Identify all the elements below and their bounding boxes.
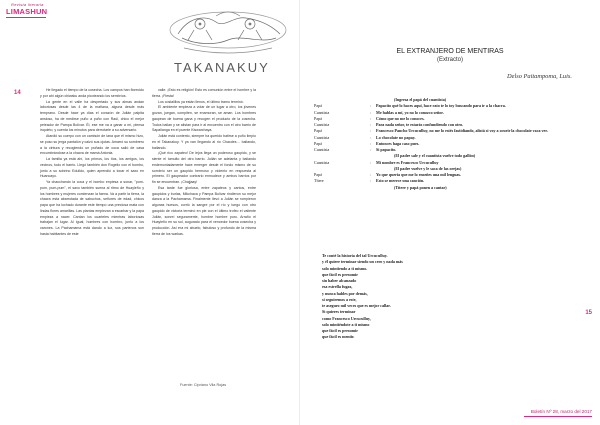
verse-line: que fácil es mentir. — [322, 334, 355, 340]
speaker-colon: : — [370, 140, 372, 146]
dialogue-text: Si papacito. — [376, 147, 397, 152]
dialogue-text: Francesco Pancho Urcuculluy, no me lo estés fastidiando, alistá si voy a ocurir la chocolate vaca ver. — [376, 128, 548, 134]
dialogue-text: Para nada señor, te estarás confundiendo con otro. — [376, 122, 464, 127]
brand-subtitle: Revista literaria — [11, 2, 44, 7]
right-page — [300, 0, 600, 425]
dialogue-text: Me hablas a mí, yo no lo conozco señor. — [376, 109, 444, 115]
verse-line: solo mintiéndote a ti mismo — [322, 321, 370, 327]
script-dialogue — [314, 97, 584, 191]
paragraph: He llegado el tiempo de la cosecha. Los campos han florecido y por ahí algún chiwaku anda picoteando los sembríos. — [40, 88, 144, 98]
dialogue-text: Lo chocolate no papay. — [376, 134, 416, 140]
issue-footer: Boletín Nº 28, marzo del 2017 — [530, 409, 592, 414]
stage-direction-text: (Títere y papá ponen a cantar) — [394, 184, 447, 190]
text-column-a — [40, 88, 144, 238]
speaker-name: Títere — [314, 178, 324, 184]
stage-direction-text: (El padre vuelve y le saca de las orejas) — [394, 165, 462, 171]
speaker-name: Papá — [314, 140, 322, 146]
speaker-colon: : — [370, 109, 372, 115]
speaker-name: Papá — [314, 115, 322, 121]
paragraph: Ya chacchando la coca y el bombo enpiesa a sonar, "pum-pum, pum-pum", el saxo también suena al ritmo de Huayleño y los hombres y mujeres comienzan la faena. Va a partir la tierra, la chacra esta abarrotada de sabuchos, señores de edad, chicos papa que ha luchado durante este tiempo una preciosa mata con lindas flores amarillas. Las plantas empiezan a escarbar y la papa empieza a nacer. Cantan los cuarteles mientras laboriosas trabajan el lugar. Al igual, hombres con hombro, junto a los varones. La Pachamama está dando a luz, sus partenos son hasta habitantes de este — [40, 180, 144, 236]
paragraph: Julián está contento, siempre ha querido batirse a puño limpio en el Takanakuy. Y ya van llegando al río Chacdes… bailando, bailando. — [152, 134, 256, 150]
speaker-colon: : — [370, 159, 372, 165]
story-subtitle: (Extracto) — [436, 57, 463, 63]
dialogue-line — [314, 178, 584, 184]
brand-header — [6, 2, 47, 18]
verse-line: Te conté la historia del tal Urcuculluy. — [322, 253, 388, 258]
verse-line: y nunca hables por demás, — [322, 290, 368, 296]
verse-line: sin haber alcanzado — [322, 278, 357, 283]
verse-line: te aseguro mil veces que es mejor callar. — [322, 303, 391, 308]
text-column-b — [152, 88, 256, 238]
dialogue-text: Esto se merece una canción. — [376, 178, 425, 184]
speaker-name: Cuantista — [314, 109, 330, 115]
paragraph: ¡Qué rico zapateo! De lejos llega un poderoso gaupido, y se siente el tumulto del otro barrio. Julián se adelanta y bailando endemoniadamente hace emerger desde el fondo mismo de su sombrío ser un gaupido hermoso y violento en respuesta al primero. El gaupeador contrario enmudece y ambos barrios por fin se encuentran. ¡Chajjaay! — [152, 151, 256, 184]
verse-line: y él quiere terminar siendo un cero y nada más — [322, 259, 403, 265]
speaker-colon: : — [370, 115, 372, 121]
paragraph: Esa tarde fue gloriosa, entre zapateos y cantos, entre gaupidos y burlas, Mikchaca y Pampa Bolívar rindieron su mejor danza a la Pachamama. Finalmente llevó a Julián se rompieron algunas huesos, corrió la sangre por el río y luego con otro gaupido de victoria terminó en pie con el último trofeo el valiente Julián, sonreí seguramente, hombre hombre puro. Arraño el Huayleño en su sol, augurado para el vencedor buena cosecha y producción. Así era mi abuelo, fabuloso y profundo de la misma tierra de los warkas. — [152, 185, 256, 236]
speaker-name: Papá — [314, 172, 322, 177]
dialogue-text: Mi nombre es Francesco Urcuculluy — [376, 159, 439, 165]
dialogue-text: Cómo que no me lo conoces. — [376, 115, 425, 121]
paragraph: Los costalillos ya están llenos, el último tramo terminó. — [158, 99, 244, 104]
speaker-colon: : — [370, 172, 372, 177]
speaker-name: Cuantista — [314, 122, 330, 127]
stage-direction — [314, 185, 584, 191]
dialogue-text: Yo que quería que me lo enseñes una mil lenguas. — [376, 172, 461, 177]
song-verse — [322, 253, 562, 341]
speaker-colon: : — [370, 103, 372, 109]
story-author: Delso Paitampoma, Luis. — [507, 73, 572, 80]
verse-line: esa estrella fugaz, — [322, 284, 353, 290]
paragraph: La gente en el valle ha despertado y sus almas andan laboriosas desde las 4 de la mañana, alguna desde más temprano. Desde hace ya días el corazón de Julián palpita ansioso, ha de medirse puño a puño con Raúl, chico el mejor peleador de Pampa Bolívar. Él, ese me va a ganar a mí, piensa inquieto, y cuenta los minutos para derrotarle a su adversario. — [40, 99, 144, 133]
story-title: EL EXTRANJERO DE MENTIRAS — [396, 48, 504, 55]
speaker-name: Papá — [314, 128, 322, 134]
verse-line: Si quieres terminar — [322, 309, 356, 315]
page-number-left: 14 — [14, 90, 21, 96]
verse-line: como Francesco Urcuculluy, — [322, 315, 371, 321]
speaker-colon: : — [370, 128, 372, 134]
page-number-right: 15 — [585, 310, 592, 316]
speaker-name: Cuantista — [314, 134, 330, 140]
verse-line: solo mintiendo a ti mismo. — [322, 265, 368, 271]
speaker-colon: : — [370, 122, 372, 127]
paragraph: La familia ya está ahí, los primos, los tíos, los amigos, los vecinos, todo el barrio. Llegó también don Rogelio con el bombo, junto a su sobrino Eduildo, quien aprendió a tocar el saxo en Huancayo. — [40, 157, 144, 179]
footer-underline — [524, 416, 592, 417]
paragraph: El ambiente empieza a volar de un lugar a otro, los jóvenes gozan, juegan, compiten, se enamoran, se aman. Los hombres gaupean de buena gana y recogen el producto de la cosecha. Todos bailan y se alistan para ir al encuentro con el otro barrio de Sapallanga en el puente Kiswarchaya. — [152, 105, 256, 133]
dialogue-text: Papacito qué lo haces aquí, hace rato te lo toy buscando para ir a la chacra. — [376, 103, 506, 109]
verse-line: que fácil es presumir — [322, 328, 359, 333]
paragraph: Atardió su cuerpo con un camisón de lana que él mismo hizo, se puso su jerga pantalón y calzó sus ojotas. Amarró su sombrero a la cintura y recogiendo un puñado de coca salió de casa encumbrándose a la chacra de mamá Antonia. — [40, 134, 144, 156]
stage-direction-text: (El padre sale y el cuantista vuelve todo gallón) — [394, 153, 476, 159]
speaker-name: Cuantista — [314, 159, 330, 165]
paragraph: valle. ¡Esto es religión! Esto es comunión entre el hombre y la tierra. ¡Fiesta! — [152, 88, 256, 98]
brand-underline — [6, 17, 46, 18]
speaker-colon: : — [370, 134, 372, 140]
dialogue-text: Entonces haga caso pues. — [376, 140, 420, 146]
speaker-name: Papá — [314, 103, 322, 109]
speaker-colon: : — [370, 147, 372, 152]
source-note: Fuente: Cipriano Vila Rojas — [180, 383, 227, 387]
speaker-colon: : — [370, 178, 372, 184]
brand-logo-text: LIMASHUN — [6, 7, 48, 16]
stage-direction-text: (Ingresa el papá del cuantista) — [394, 97, 447, 102]
verse-line: si seguiremos a este, — [322, 296, 357, 302]
illustration-title: TAKANAKUY — [174, 60, 270, 75]
verse-line: que fácil es presumir — [322, 271, 359, 277]
speaker-name: Cuantista — [314, 147, 330, 152]
